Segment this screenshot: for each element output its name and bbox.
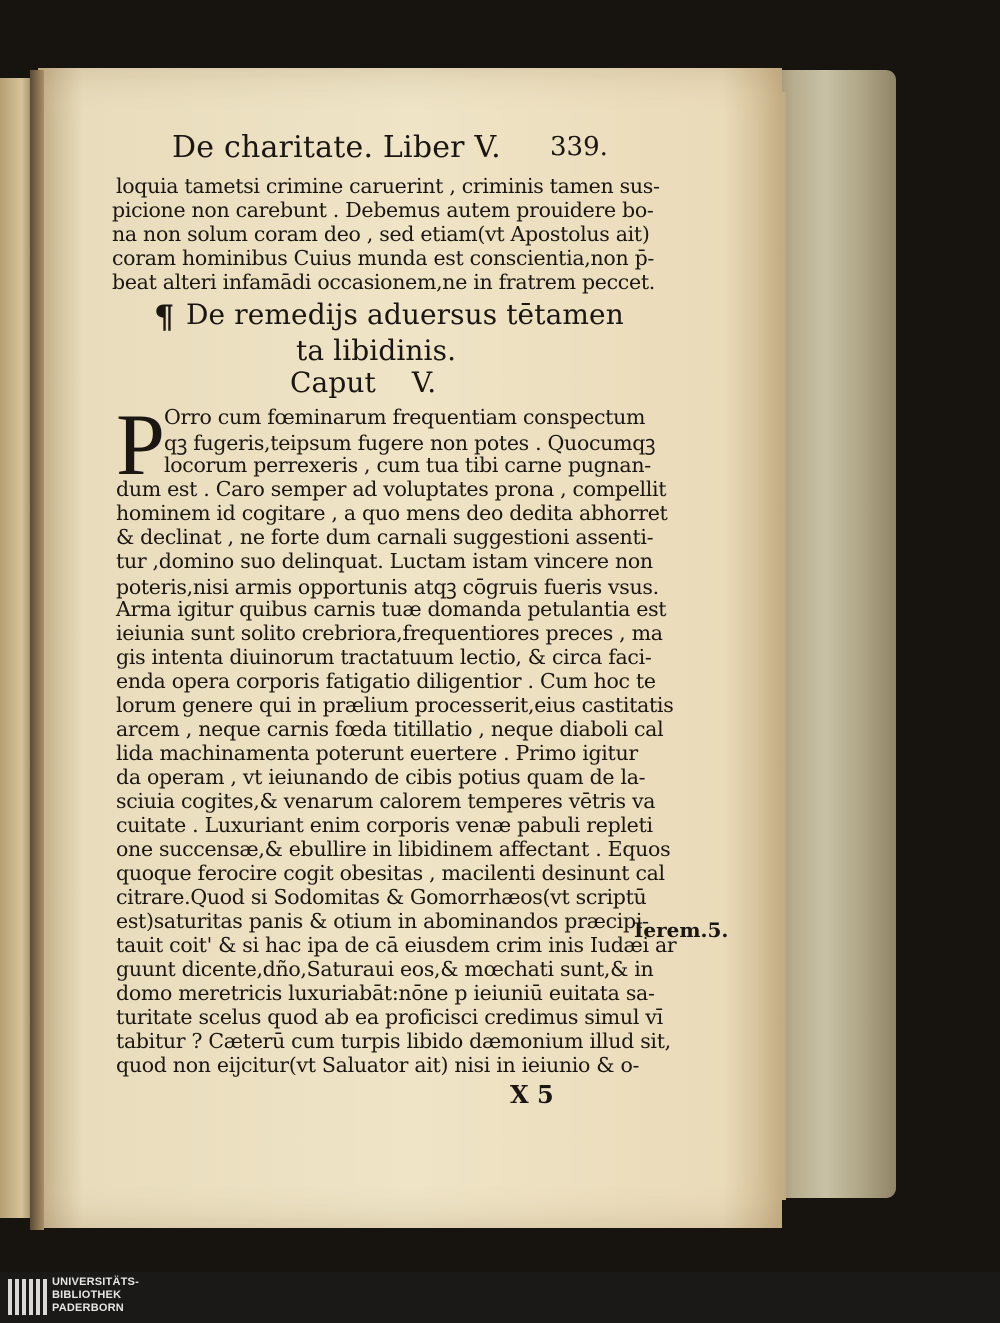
chapter-number: Caput V. [290, 366, 437, 399]
text-line: quod non eijcitur(vt Saluator ait) nisi in ieiunio & o- [116, 1053, 640, 1077]
text-line: cuitate . Luxuriant enim corporis venæ pabuli repleti [116, 813, 653, 837]
text-line: locorum perrexeris , cum tua tibi carne pugnan- [164, 453, 651, 477]
pilcrow-mark: ¶ [154, 298, 175, 336]
text-line: coram hominibus Cuius munda est conscientia,non p̄- [112, 246, 655, 270]
text-line: quoque ferocire cogit obesitas , macilenti desinunt cal [116, 861, 665, 885]
signature-mark: X 5 [510, 1080, 554, 1109]
text-line: enda opera corporis fatigatio diligentior . Cum hoc te [116, 669, 656, 693]
text-line: picione non carebunt . Debemus autem prouidere bo- [112, 198, 654, 222]
chapter-heading-line2: ta libidinis. [296, 334, 457, 367]
library-name-line: PADERBORN [52, 1302, 124, 1314]
text-line: tabitur ? Cæterū cum turpis libido dæmonium illud sit, [116, 1029, 671, 1053]
text-line: arcem , neque carnis fœda titillatio , neque diaboli cal [116, 717, 664, 741]
library-name [52, 1276, 139, 1315]
chapter-heading-line1: De remedijs aduersus tētamen [186, 298, 624, 331]
text-line: tur ,domino suo delinquat. Luctam istam vincere non [116, 549, 653, 573]
library-logo-icon [8, 1279, 50, 1315]
footer-bar [0, 1272, 1000, 1323]
text-line: beat alteri infamādi occasionem,ne in fratrem peccet. [112, 270, 655, 294]
text-line: est)saturitas panis & otium in abominandos præcipi- [116, 909, 649, 933]
text-line: qꝫ fugeris,teipsum fugere non potes . Quocumqꝫ [164, 431, 656, 455]
text-line: tauit coit' & si hac ipa de cā eiusdem crim inis Iudæi ar [116, 933, 677, 957]
text-line: ieiunia sunt solito crebriora,frequentiores preces , ma [116, 621, 663, 645]
text-line: sciuia cogites,& venarum calorem temperes vētris va [116, 789, 656, 813]
text-line: domo meretricis luxuriabāt:nōne p ieiuniū euitata sa- [116, 981, 655, 1005]
text-line: gis intenta diuinorum tractatuum lectio, & circa faci- [116, 645, 652, 669]
text-line: da operam , vt ieiunando de cibis potius quam de la- [116, 765, 646, 789]
text-line: guunt dicente,dño,Saturaui eos,& mœchati sunt,& in [116, 957, 654, 981]
marginal-note: Ierem.5. [634, 918, 729, 942]
text-line: turitate scelus quod ab ea proficisci credimus simul vī [116, 1005, 663, 1029]
library-name-line: BIBLIOTHEK [52, 1289, 122, 1301]
text-line: loquia tametsi crimine caruerint , criminis tamen sus- [116, 174, 660, 198]
text-line: poteris,nisi armis opportunis atqꝫ cōgruis fueris vsus. [116, 575, 659, 599]
text-line: hominem id cogitare , a quo mens deo dedita abhorret [116, 501, 668, 525]
text-line: dum est . Caro semper ad voluptates prona , compellit [116, 477, 667, 501]
decorated-initial: P [116, 397, 165, 494]
text-line: Arma igitur quibus carnis tuæ domanda petulantia est [116, 597, 667, 621]
text-line: na non solum coram deo , sed etiam(vt Apostolus ait) [112, 222, 650, 246]
folio-number: 339. [550, 132, 608, 162]
text-line: citrare.Quod si Sodomitas & Gomorrhæos(vt scriptū [116, 885, 647, 909]
library-name-line: UNIVERSITÄTS- [52, 1276, 139, 1288]
text-line: one succensæ,& ebullire in libidinem affectant . Equos [116, 837, 671, 861]
text-line: & declinat , ne forte dum carnali suggestioni assenti- [116, 525, 654, 549]
running-head: De charitate. Liber V. [172, 130, 501, 165]
text-line: lorum genere qui in prælium processerit,eius castitatis [116, 693, 674, 717]
text-line: lida machinamenta poterunt euertere . Primo igitur [116, 741, 638, 765]
text-line: Orro cum fœminarum frequentiam conspectum [164, 405, 646, 429]
